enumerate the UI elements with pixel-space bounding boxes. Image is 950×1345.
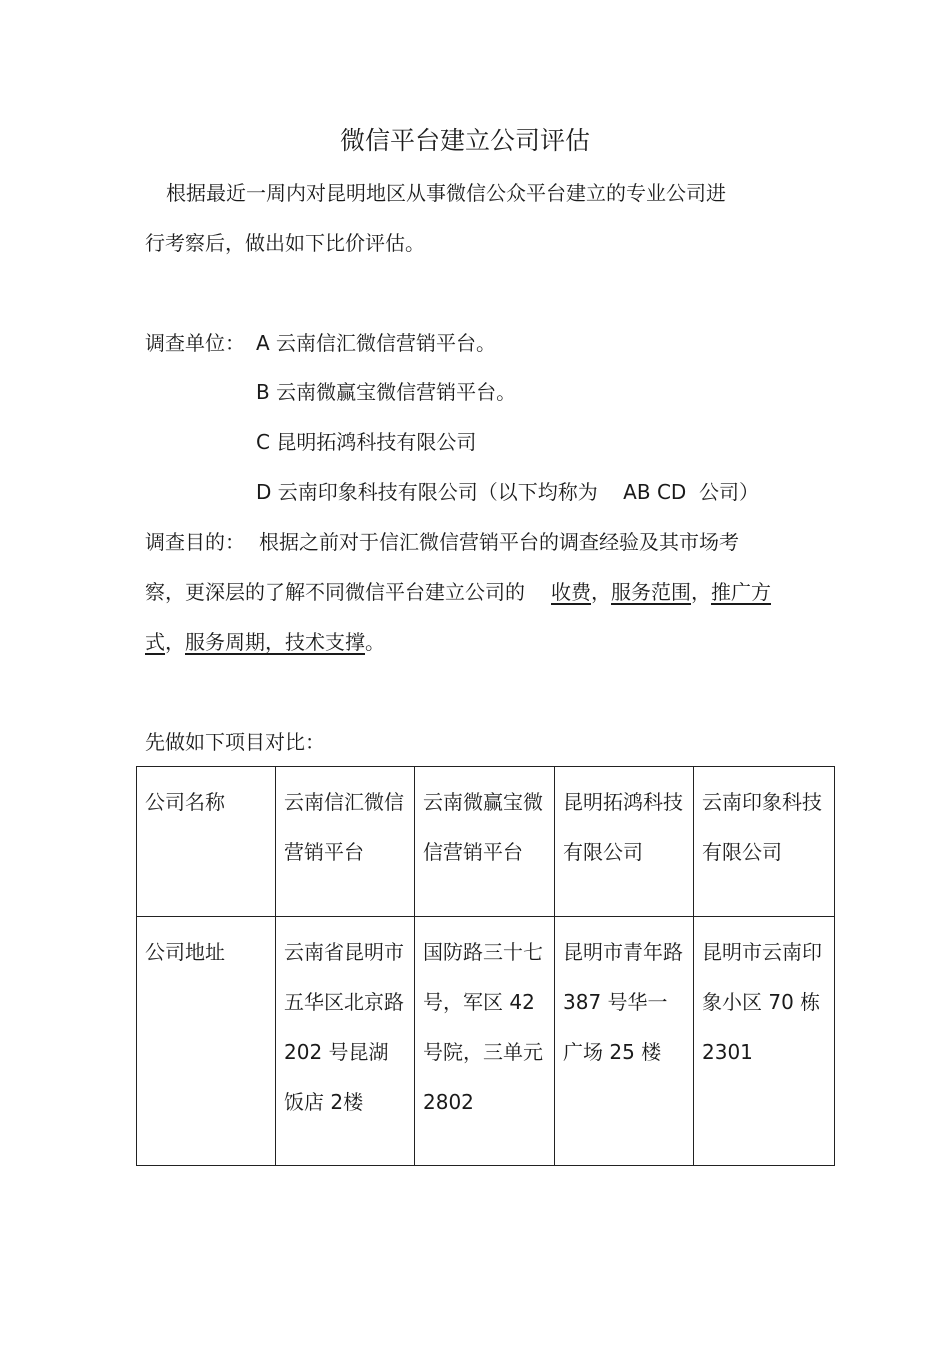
purpose-line-3 [145,632,385,652]
table-cell: 昆明拓鸿科技有限公司 [555,767,694,917]
purpose-label: 调查目的： [145,530,245,554]
table-row-company-address [137,917,835,1166]
survey-unit-a: A 云南信汇微信营销平台。 [256,331,497,355]
survey-unit-d: D 云南印象科技有限公司（以下均称为 AB CD 公司） [256,480,760,504]
intro-line-1: 根据最近一周内对昆明地区从事微信公众平台建立的专业公司进 [166,181,726,205]
row-header: 公司地址 [137,917,276,1166]
table-cell: 云南信汇微信营销平台 [276,767,415,917]
service-cycle-tech-support-term: 服务周期，技术支撑 [185,630,365,654]
document-title: 微信平台建立公司评估 [339,126,590,155]
survey-units-label: 调查单位： [145,331,245,355]
purpose-prefix: 察，更深层的了解不同微信平台建立公司的 [145,580,525,604]
fee-term: 收费 [551,580,591,604]
table-cell: 云南微赢宝微信营销平台 [415,767,555,917]
table-cell: 昆明市云南印象小区 70 栋 2301 [694,917,835,1166]
comparison-table [136,766,835,1166]
row-header: 公司名称 [137,767,276,917]
compare-intro: 先做如下项目对比： [145,730,325,754]
separator: ， [591,580,611,604]
separator: ， [691,580,711,604]
table-cell: 云南印象科技有限公司 [694,767,835,917]
service-scope-term: 服务范围 [611,580,691,604]
survey-unit-c: C 昆明拓鸿科技有限公司 [256,430,477,454]
table-cell: 昆明市青年路 387 号华一广场 25 楼 [555,917,694,1166]
table-cell: 云南省昆明市五华区北京路 202 号昆湖饭店 2楼 [276,917,415,1166]
promotion-term-part2: 式 [145,630,165,654]
promotion-term-part1: 推广方 [711,580,771,604]
table-row-company-name [137,767,835,917]
table-cell: 国防路三十七号，军区 42 号院，三单元 2802 [415,917,555,1166]
intro-line-2: 行考察后，做出如下比价评估。 [145,231,425,255]
purpose-line-2 [145,582,771,602]
survey-unit-b: B 云南微赢宝微信营销平台。 [256,380,517,404]
purpose-line-1: 根据之前对于信汇微信营销平台的调查经验及其市场考 [259,530,739,554]
period: 。 [365,630,385,654]
separator: ， [165,630,185,654]
